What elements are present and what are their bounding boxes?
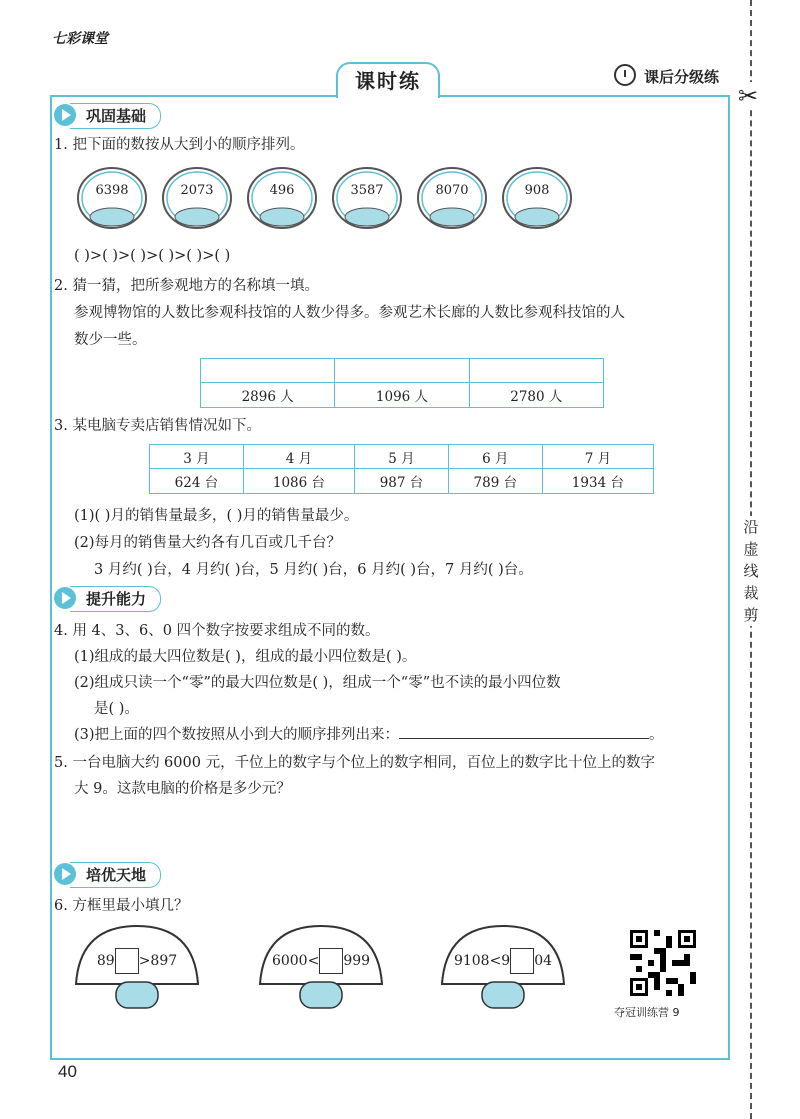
wreath — [329, 165, 405, 231]
period: 。 — [649, 727, 664, 743]
brand-logo: 七彩课堂 — [52, 31, 108, 47]
month-cell: 7 月 — [542, 445, 653, 469]
table-cell: 2780 人 — [469, 383, 603, 408]
scissors-icon: ✂ — [738, 82, 759, 110]
question-4-part-2-cont: 是( )。 — [94, 701, 139, 717]
answer-line[interactable]: ( )>( )>( )>( )>( )>( ) — [74, 248, 231, 264]
month-cell: 3 月 — [150, 445, 244, 469]
month-cell: 6 月 — [448, 445, 542, 469]
question-2: 2. 猜一猜，把所参观地方的名称填一填。 — [54, 278, 319, 294]
table-cell[interactable] — [201, 359, 335, 383]
question-5-line: 大 9。这款电脑的价格是多少元？ — [74, 781, 291, 797]
section-title: 培优天地 — [70, 862, 161, 888]
section-tag: 课后分级练 — [644, 68, 720, 86]
question-4-part-2: (2)组成只读一个“零”的最大四位数是( )，组成一个“零”也不读的最小四位数 — [74, 675, 561, 691]
question-2-line: 参观博物馆的人数比参观科技馆的人数少得多。参观艺术长廊的人数比参观科技馆的人 — [74, 305, 625, 321]
question-4: 4. 用 4、3、6、0 四个数字按要求组成不同的数。 — [54, 623, 380, 639]
clock-icon — [614, 64, 636, 86]
sales-cell: 1086 台 — [243, 469, 354, 494]
question-3-part-2: (2)每月的销售量大约各有几百或几千台？ — [74, 535, 342, 551]
table-cell: 1096 人 — [335, 383, 469, 408]
visitor-table — [200, 358, 604, 408]
answer-box[interactable] — [510, 948, 534, 974]
wreath-number: 8070 — [435, 183, 469, 198]
inequality: 89 >897 — [72, 948, 202, 974]
question-2-line: 数少一些。 — [74, 332, 147, 348]
wreath — [414, 165, 490, 231]
wreath-number: 496 — [269, 183, 295, 198]
question-3: 3. 某电脑专卖店销售情况如下。 — [54, 418, 261, 434]
answer-underline[interactable] — [399, 724, 649, 739]
number-wreaths — [74, 165, 574, 235]
sales-cell: 789 台 — [448, 469, 542, 494]
qr-code-icon[interactable] — [630, 930, 696, 996]
answer-box[interactable] — [115, 948, 139, 974]
wreath — [244, 165, 320, 231]
inequality: 6000< 999 — [256, 948, 386, 974]
wreath — [159, 165, 235, 231]
mushroom-2 — [256, 922, 386, 1012]
section-title: 巩固基础 — [70, 103, 161, 129]
wreath — [74, 165, 150, 231]
wreath-number: 3587 — [350, 183, 384, 198]
wreath-number: 908 — [524, 183, 550, 198]
wreath-number: 6398 — [95, 183, 129, 198]
sales-cell: 1934 台 — [542, 469, 653, 494]
page-title: 课时练 — [336, 62, 440, 98]
question-6: 6. 方框里最小填几？ — [54, 898, 189, 914]
qr-label: 夺冠训练营 9 — [614, 1006, 680, 1019]
wreath-number: 2073 — [180, 183, 214, 198]
inequality: 9108<9 04 — [438, 948, 568, 974]
answer-box[interactable] — [319, 948, 343, 974]
sales-cell: 987 台 — [355, 469, 449, 494]
question-4-part-3-label: (3)把上面的四个数按照从小到大的顺序排列出来： — [74, 727, 400, 743]
table-cell[interactable] — [469, 359, 603, 383]
table-cell[interactable] — [335, 359, 469, 383]
sales-table — [149, 444, 654, 494]
mushroom-1 — [72, 922, 202, 1012]
sales-cell: 624 台 — [150, 469, 244, 494]
question-3-part-1: (1)( )月的销售量最多，( )月的销售量最少。 — [74, 508, 359, 524]
month-cell: 5 月 — [355, 445, 449, 469]
question-3-part-2-answers: 3 月约( )台，4 月约( )台，5 月约( )台，6 月约( )台，7 月约( )台。 — [94, 562, 533, 578]
mushroom-3 — [438, 922, 568, 1012]
month-cell: 4 月 — [243, 445, 354, 469]
table-cell: 2896 人 — [201, 383, 335, 408]
question-4-part-1: (1)组成的最大四位数是( )，组成的最小四位数是( )。 — [74, 649, 417, 665]
question-1: 1. 把下面的数按从大到小的顺序排列。 — [54, 137, 305, 153]
page-number: 40 — [58, 1062, 77, 1081]
cut-instruction: 沿虚线裁剪 — [741, 516, 761, 626]
question-4-part-3 — [74, 724, 664, 746]
wreath — [499, 165, 575, 231]
section-title: 提升能力 — [70, 586, 161, 612]
question-5: 5. 一台电脑大约 6000 元，千位上的数字与个位上的数字相同，百位上的数字比十位上的数字 — [54, 755, 656, 771]
